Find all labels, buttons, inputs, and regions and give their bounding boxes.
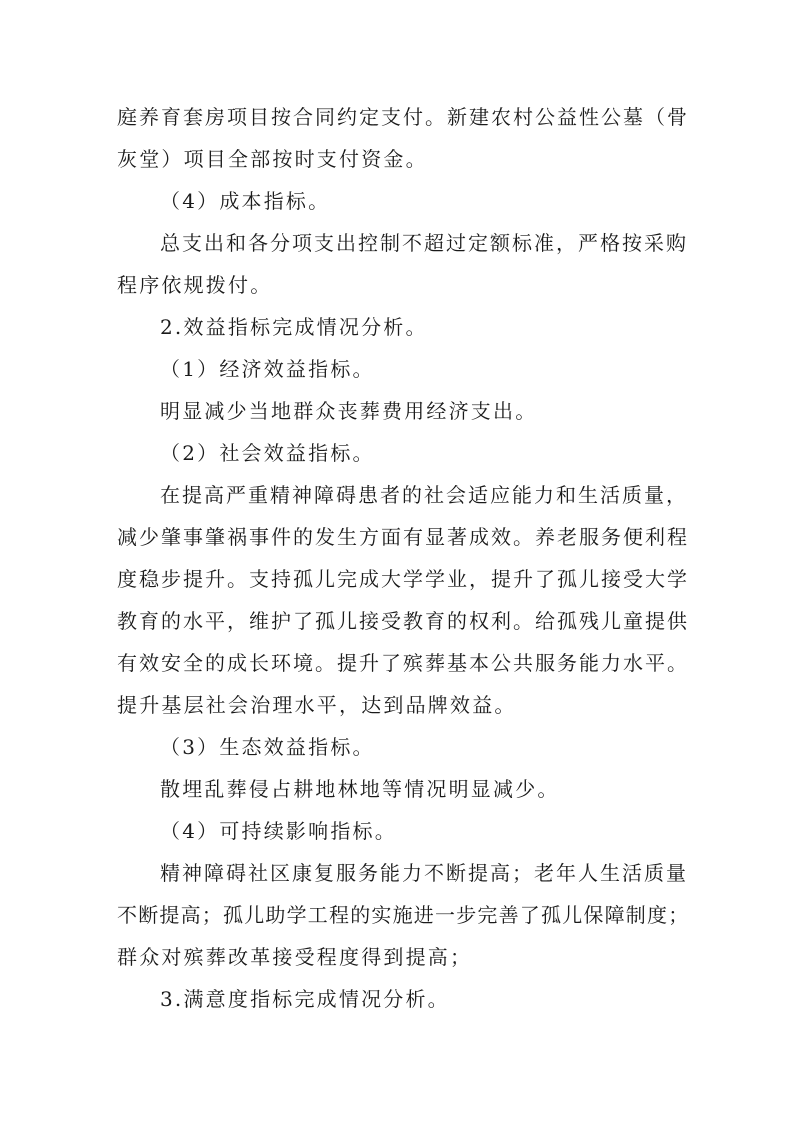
text-line-9: （2）社会效益指标。 [160,441,375,465]
text-line-20: 不断提高；孤儿助学工程的实施进一步完善了孤儿保障制度； [117,903,690,927]
text-line-3: （4）成本指标。 [160,189,331,213]
text-line-22: 3.满意度指标完成情况分析。 [160,987,450,1011]
text-line-15: 提升基层社会治理水平，达到品牌效益。 [117,693,517,717]
text-line-19: 精神障碍社区康复服务能力不断提高；老年人生活质量 [160,861,688,885]
text-line-18: （4）可持续影响指标。 [160,819,397,843]
text-line-16: （3）生态效益指标。 [160,735,375,759]
text-line-6: 2.效益指标完成情况分析。 [160,315,428,339]
text-line-12: 度稳步提升。支持孤儿完成大学学业，提升了孤儿接受大学 [117,567,689,591]
text-line-14: 有效安全的成长环境。提升了殡葬基本公共服务能力水平。 [117,651,689,675]
text-line-2: 灰堂）项目全部按时支付资金。 [117,147,428,171]
text-line-1: 庭养育套房项目按合同约定支付。新建农村公益性公墓（骨 [117,105,689,129]
text-line-8: 明显减少当地群众丧葬费用经济支出。 [160,399,538,423]
text-line-5: 程序依规拨付。 [117,273,273,297]
text-line-11: 减少肇事肇祸事件的发生方面有显著成效。养老服务便利程 [117,525,689,549]
text-line-10: 在提高严重精神障碍患者的社会适应能力和生活质量， [160,483,688,507]
text-line-21: 群众对殡葬改革接受程度得到提高； [117,945,473,969]
text-line-13: 教育的水平，维护了孤儿接受教育的权利。给孤残儿童提供 [117,609,689,633]
text-line-17: 散埋乱葬侵占耕地林地等情况明显减少。 [160,777,560,801]
text-line-7: （1）经济效益指标。 [160,357,375,381]
text-line-4: 总支出和各分项支出控制不超过定额标准，严格按采购 [160,231,688,255]
